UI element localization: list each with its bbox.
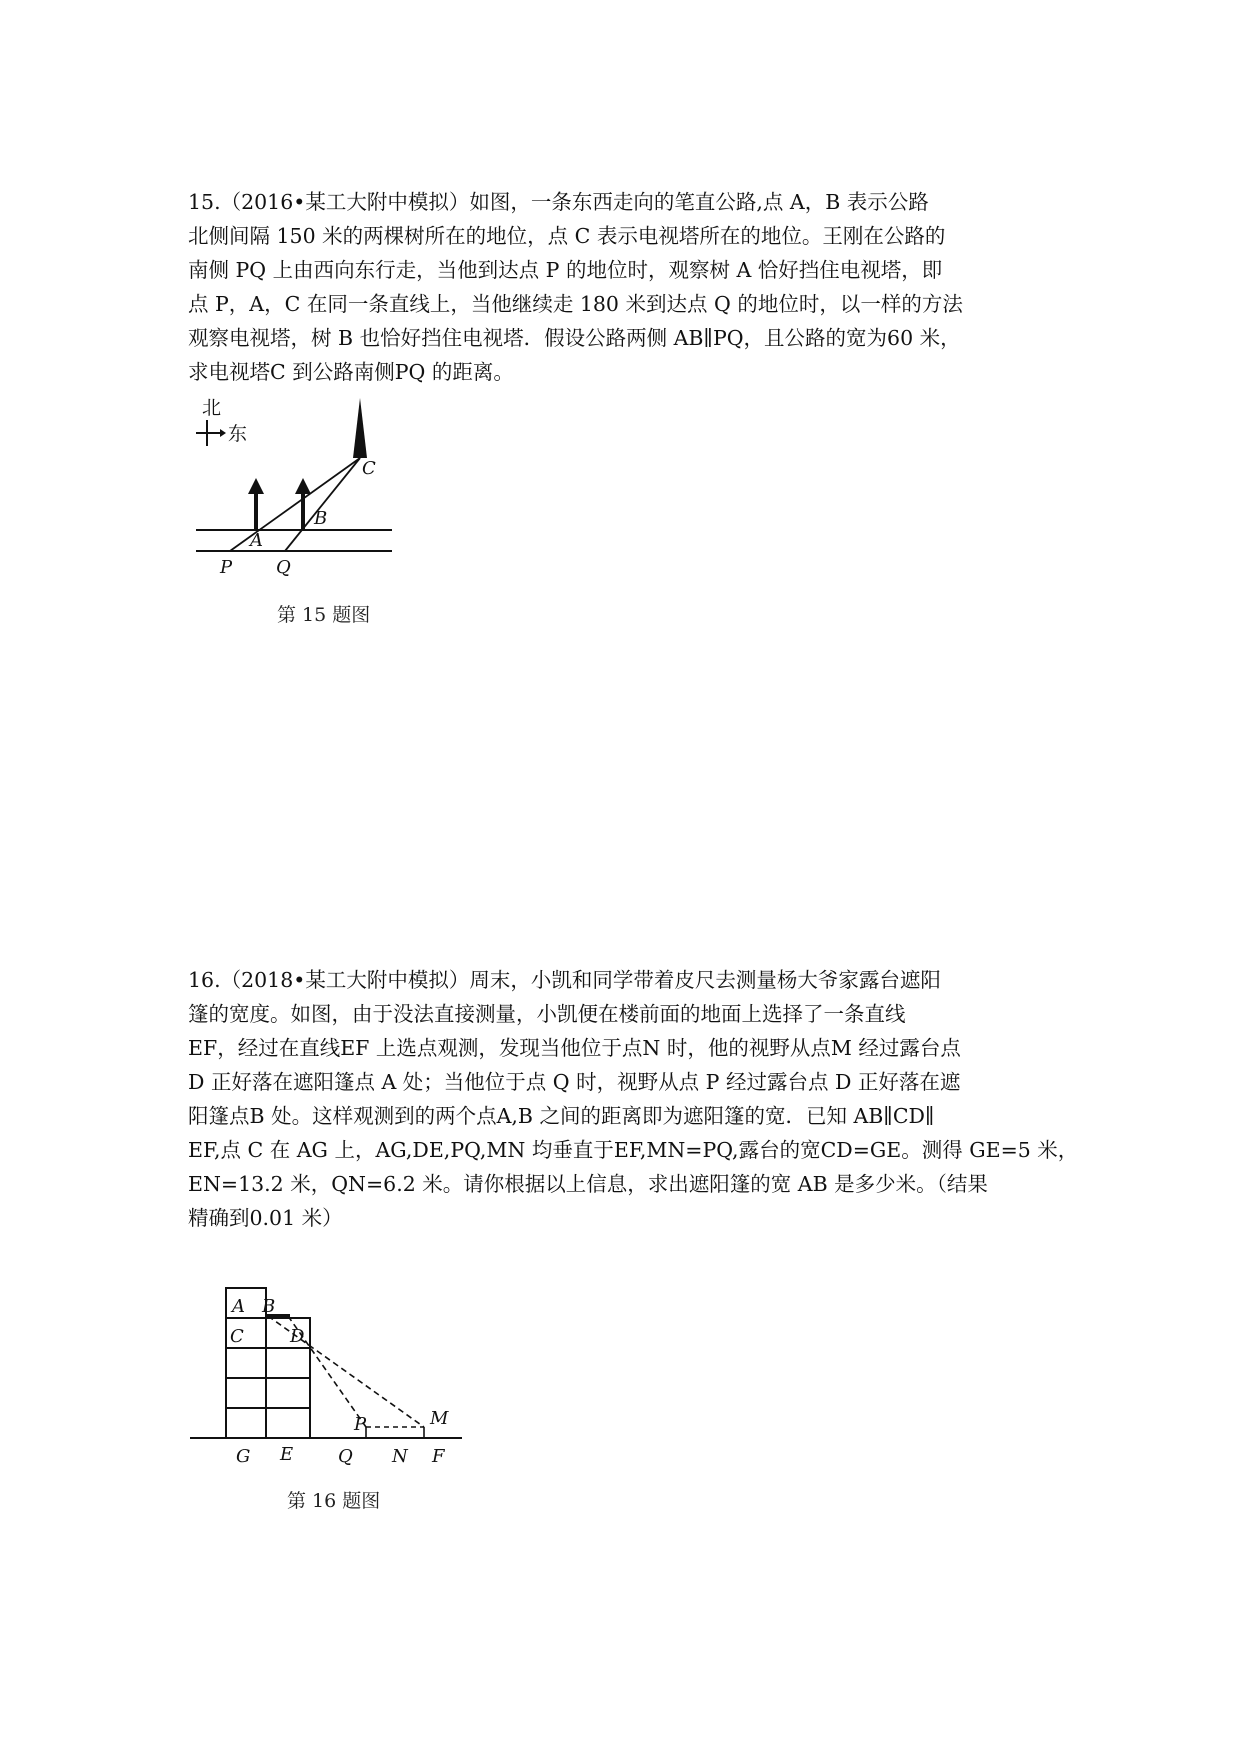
problem-15-line: 15.（2016•某工大附中模拟）如图，一条东西走向的笔直公路,点 A，B 表示公路: [188, 190, 929, 214]
problem-16-line: 16.（2018•某工大附中模拟）周末，小凯和同学带着皮尺去测量杨大爷家露台遮阳: [188, 968, 941, 992]
east-label: 东: [228, 423, 248, 445]
problem-15-line: 求电视塔C 到公路南侧PQ 的距离。: [188, 360, 514, 384]
label-A: A: [250, 530, 263, 551]
label-Q: Q: [276, 557, 291, 578]
label-C: C: [230, 1326, 244, 1347]
figure-16-diagram: [190, 1272, 510, 1512]
problem-16-line: 阳篷点B 处。这样观测到的两个点A,B 之间的距离即为遮阳篷的宽．已知 AB∥CD∥: [188, 1104, 935, 1128]
problem-16-line: EF,点 C 在 AG 上，AG,DE,PQ,MN 均垂直于EF,MN=PQ,露台的宽CD=GE。测得 GE=5 米，: [188, 1138, 1079, 1162]
problem-15-line: 北侧间隔 150 米的两棵树所在的地位，点 C 表示电视塔所在的地位。王刚在公路的: [188, 224, 946, 248]
figure-16-caption: 第 16 题图: [287, 1490, 381, 1512]
tree-B-arrow: [295, 478, 311, 494]
north-label: 北: [202, 397, 222, 419]
problem-16-line: 精确到0.01 米）: [188, 1206, 343, 1230]
label-D: D: [290, 1326, 305, 1347]
label-Q: Q: [338, 1446, 353, 1467]
tree-A-arrow: [248, 478, 264, 494]
compass-east-arrow: [220, 429, 226, 437]
label-B: B: [314, 508, 328, 529]
label-E: E: [280, 1444, 294, 1465]
label-P: P: [220, 557, 233, 578]
problem-15-line: 观察电视塔，树 B 也恰好挡住电视塔．假设公路两侧 AB∥PQ，且公路的宽为60 米，: [188, 326, 961, 350]
figure-16: [190, 1272, 510, 1512]
problem-15-text: [188, 185, 1088, 389]
label-G: G: [236, 1446, 251, 1467]
problem-15-line: 南侧 PQ 上由西向东行走，当他到达点 P 的地位时，观察树 A 恰好挡住电视塔，即: [188, 258, 943, 282]
figure-15: [202, 397, 450, 598]
problem-16-text: [188, 963, 1088, 1235]
label-N: N: [392, 1446, 408, 1467]
problem-16-line: EF，经过在直线EF 上选点观测，发现当他位于点N 时，他的视野从点M 经过露台点: [188, 1036, 961, 1060]
label-B: B: [262, 1296, 276, 1317]
problem-16-line: 篷的宽度。如图，由于没法直接测量，小凯便在楼前面的地面上选择了一条直线: [188, 1002, 906, 1026]
label-A: A: [232, 1296, 245, 1317]
label-F: F: [432, 1446, 445, 1467]
label-P: P: [354, 1414, 367, 1435]
figure-15-caption: 第 15 题图: [277, 604, 371, 626]
label-M: M: [430, 1408, 449, 1429]
tv-tower: [353, 398, 367, 458]
figure-15-diagram: [202, 397, 450, 598]
label-C: C: [362, 458, 376, 479]
problem-16-line: D 正好落在遮阳篷点 A 处；当他位于点 Q 时，视野从点 P 经过露台点 D 正好落在遮: [188, 1070, 961, 1094]
problem-15-line: 点 P，A，C 在同一条直线上，当他继续走 180 米到达点 Q 的地位时，以一样的方法: [188, 292, 963, 316]
problem-16-line: EN=13.2 米，QN=6.2 米。请你根据以上信息，求出遮阳篷的宽 AB 是多少米。（结果: [188, 1172, 988, 1196]
